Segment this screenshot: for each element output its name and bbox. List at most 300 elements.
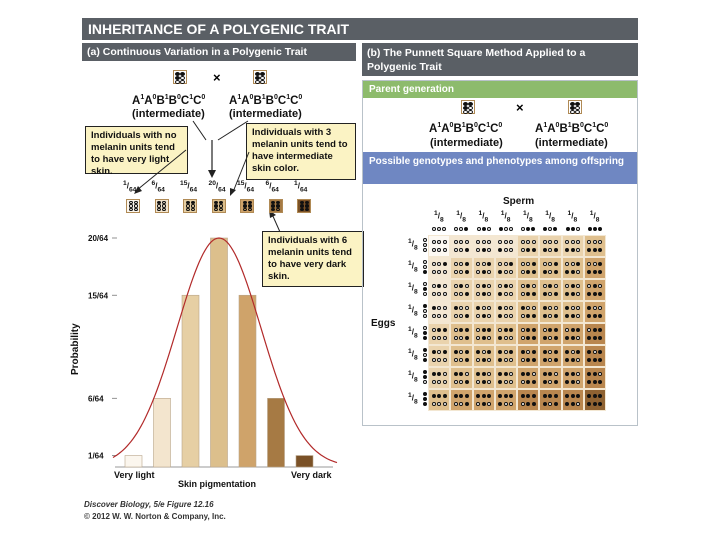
egg-fraction: $^1/_8$ <box>408 348 418 362</box>
empty-dot <box>432 402 436 406</box>
empty-dot <box>509 292 513 296</box>
egg-gamete <box>423 238 427 252</box>
melanin-dot <box>482 336 486 340</box>
melanin-dot <box>437 328 441 332</box>
empty-dot <box>432 248 436 252</box>
empty-dot <box>465 306 469 310</box>
melanin-dot <box>423 402 427 406</box>
melanin-dot <box>498 350 502 354</box>
empty-dot <box>437 240 441 244</box>
empty-dot <box>509 358 513 362</box>
melanin-dot <box>504 284 508 288</box>
melanin-dot <box>571 292 575 296</box>
empty-dot <box>521 248 525 252</box>
melanin-dot <box>482 227 486 231</box>
sperm-fraction: $^1/_8$ <box>523 210 533 224</box>
empty-dot <box>565 240 569 244</box>
empty-dot <box>576 240 580 244</box>
empty-dot <box>465 372 469 376</box>
callout-light-skin: Individuals with no melanin units tend to have very light skin. <box>85 126 188 174</box>
sperm-gamete <box>454 227 468 231</box>
empty-dot <box>423 309 427 313</box>
empty-dot <box>443 314 447 318</box>
empty-dot <box>575 110 580 114</box>
empty-dot <box>476 402 480 406</box>
empty-dot <box>468 110 473 114</box>
empty-dot <box>509 380 513 384</box>
melanin-dot <box>543 306 547 310</box>
empty-dot <box>576 380 580 384</box>
melanin-dot <box>554 262 558 266</box>
melanin-dot <box>521 306 525 310</box>
empty-dot <box>548 358 552 362</box>
empty-dot <box>587 328 591 332</box>
empty-dot <box>437 336 441 340</box>
melanin-dot <box>571 358 575 362</box>
melanin-dot <box>571 270 575 274</box>
punnett-cell <box>517 323 539 345</box>
empty-dot <box>598 240 602 244</box>
empty-dot <box>548 270 552 274</box>
melanin-dot <box>587 380 591 384</box>
empty-dot <box>443 358 447 362</box>
melanin-dot <box>465 394 469 398</box>
empty-dot <box>576 284 580 288</box>
empty-dot <box>454 292 458 296</box>
empty-dot <box>487 227 491 231</box>
empty-dot <box>548 350 552 354</box>
punnett-cell <box>562 389 584 411</box>
egg-fraction: $^1/_8$ <box>408 370 418 384</box>
melanin-dot <box>571 336 575 340</box>
sperm-fraction: $^1/_8$ <box>500 210 511 224</box>
empty-dot <box>521 314 525 318</box>
empty-dot <box>509 240 513 244</box>
melanin-dot <box>454 394 458 398</box>
melanin-dot <box>482 380 486 384</box>
melanin-dot <box>593 292 597 296</box>
punnett-cell <box>450 301 472 323</box>
melanin-dot <box>587 358 591 362</box>
melanin-dot <box>476 306 480 310</box>
y-axis-label: Probability <box>70 323 81 375</box>
sperm-gamete <box>432 227 446 231</box>
empty-dot <box>454 284 458 288</box>
egg-fraction: $^1/_8$ <box>408 282 418 296</box>
empty-dot <box>565 328 569 332</box>
empty-dot <box>432 240 436 244</box>
melanin-dot <box>509 350 513 354</box>
empty-dot <box>459 350 463 354</box>
empty-dot <box>504 336 508 340</box>
melanin-dot <box>509 328 513 332</box>
sperm-gamete <box>566 227 580 231</box>
melanin-dot <box>548 328 552 332</box>
melanin-dot <box>526 328 530 332</box>
melanin-dot <box>482 292 486 296</box>
melanin-dot <box>554 402 558 406</box>
melanin-dot <box>526 402 530 406</box>
category-fraction: $^1/_{64}$ <box>294 180 308 194</box>
melanin-dot <box>423 270 427 274</box>
punnett-cell <box>539 257 561 279</box>
melanin-dot <box>543 402 547 406</box>
melanin-dot <box>432 350 436 354</box>
melanin-dot <box>423 397 427 401</box>
punnett-cell <box>450 345 472 367</box>
empty-dot <box>548 248 552 252</box>
punnett-cell <box>495 389 517 411</box>
melanin-dot <box>526 227 530 231</box>
empty-dot <box>521 292 525 296</box>
empty-dot <box>504 402 508 406</box>
melanin-dot <box>565 270 569 274</box>
melanin-dot <box>526 394 530 398</box>
empty-dot <box>454 227 458 231</box>
bar-6-units <box>296 456 313 467</box>
empty-dot <box>423 326 427 330</box>
melanin-dot <box>593 248 597 252</box>
empty-dot <box>548 336 552 340</box>
empty-dot <box>442 227 446 231</box>
melanin-dot <box>526 336 530 340</box>
sperm-gamete <box>477 227 491 231</box>
empty-dot <box>454 380 458 384</box>
empty-dot <box>526 262 530 266</box>
empty-dot <box>509 248 513 252</box>
empty-dot <box>487 292 491 296</box>
punnett-cell <box>539 301 561 323</box>
melanin-dot <box>571 248 575 252</box>
cross-symbol: × <box>213 70 221 85</box>
melanin-dot <box>532 248 536 252</box>
melanin-dot <box>593 402 597 406</box>
punnett-cell <box>539 235 561 257</box>
empty-dot <box>454 328 458 332</box>
melanin-dot <box>554 336 558 340</box>
punnett-cell <box>517 301 539 323</box>
empty-dot <box>576 336 580 340</box>
melanin-dot <box>498 372 502 376</box>
empty-dot <box>476 284 480 288</box>
empty-dot <box>437 270 441 274</box>
punnett-cell <box>562 323 584 345</box>
empty-dot <box>576 270 580 274</box>
category-fraction: $^{15}/_{64}$ <box>180 180 198 194</box>
empty-dot <box>487 248 491 252</box>
empty-dot <box>504 358 508 362</box>
melanin-dot <box>587 306 591 310</box>
melanin-dot <box>459 372 463 376</box>
empty-dot <box>459 240 463 244</box>
melanin-dot <box>593 227 597 231</box>
melanin-dot <box>454 350 458 354</box>
melanin-dot <box>565 394 569 398</box>
empty-dot <box>459 314 463 318</box>
empty-dot <box>487 372 491 376</box>
melanin-dot <box>576 262 580 266</box>
punnett-cell <box>517 367 539 389</box>
melanin-dot <box>543 394 547 398</box>
empty-dot <box>504 270 508 274</box>
punnett-cell <box>584 301 606 323</box>
melanin-dot <box>543 314 547 318</box>
empty-dot <box>576 292 580 296</box>
empty-dot <box>454 240 458 244</box>
punnett-cell <box>539 279 561 301</box>
empty-dot <box>476 292 480 296</box>
empty-dot <box>476 328 480 332</box>
empty-dot <box>543 284 547 288</box>
sperm-gamete <box>588 227 602 231</box>
punnett-cell <box>450 389 472 411</box>
melanin-dot <box>476 350 480 354</box>
empty-dot <box>476 380 480 384</box>
melanin-dot <box>509 394 513 398</box>
empty-dot <box>437 350 441 354</box>
parent-left-genotype: $A^1A^0B^1B^0C^1C^0$ <box>132 94 206 107</box>
empty-dot <box>423 238 427 242</box>
melanin-dot <box>482 248 486 252</box>
melanin-dot <box>487 394 491 398</box>
melanin-dot <box>598 248 602 252</box>
empty-dot <box>437 262 441 266</box>
melanin-dot <box>565 314 569 318</box>
empty-dot <box>548 306 552 310</box>
empty-dot <box>476 262 480 266</box>
punnett-cell <box>428 235 450 257</box>
empty-dot <box>423 260 427 264</box>
melanin-dot <box>543 248 547 252</box>
melanin-dot <box>593 336 597 340</box>
melanin-dot <box>526 248 530 252</box>
melanin-dot <box>465 380 469 384</box>
empty-dot <box>437 306 441 310</box>
empty-dot <box>576 402 580 406</box>
melanin-dot <box>554 358 558 362</box>
melanin-dot <box>587 292 591 296</box>
empty-dot <box>443 402 447 406</box>
melanin-dot <box>465 358 469 362</box>
empty-dot <box>487 402 491 406</box>
melanin-dot <box>598 227 602 231</box>
empty-dot <box>454 248 458 252</box>
x-left-label: Very light <box>114 470 155 480</box>
melanin-dot <box>565 350 569 354</box>
melanin-dot <box>532 402 536 406</box>
egg-gamete <box>423 260 427 274</box>
category-fraction: $^{15}/_{64}$ <box>237 180 255 194</box>
melanin-dot <box>571 402 575 406</box>
melanin-dot <box>598 394 602 398</box>
melanin-dot <box>576 328 580 332</box>
empty-dot <box>576 314 580 318</box>
melanin-dot <box>598 350 602 354</box>
melanin-dot <box>554 380 558 384</box>
melanin-dot <box>532 380 536 384</box>
melanin-dot <box>498 394 502 398</box>
melanin-dot <box>598 328 602 332</box>
melanin-dot <box>532 328 536 332</box>
melanin-dot <box>464 227 468 231</box>
melanin-dot <box>432 394 436 398</box>
empty-dot <box>487 358 491 362</box>
melanin-dot <box>423 304 427 308</box>
punnett-cell <box>450 235 472 257</box>
empty-dot <box>521 328 525 332</box>
melanin-dot <box>465 248 469 252</box>
empty-dot <box>423 292 427 296</box>
empty-dot <box>543 240 547 244</box>
empty-dot <box>509 284 513 288</box>
melanin-dot <box>532 336 536 340</box>
melanin-dot <box>437 394 441 398</box>
empty-dot <box>443 284 447 288</box>
melanin-dot <box>548 284 552 288</box>
empty-dot <box>454 262 458 266</box>
punnett-square <box>428 235 606 411</box>
empty-dot <box>526 306 530 310</box>
empty-dot <box>432 270 436 274</box>
melanin-dot <box>465 336 469 340</box>
melanin-dot <box>548 372 552 376</box>
melanin-dot <box>465 270 469 274</box>
melanin-dot <box>465 292 469 296</box>
empty-dot <box>548 262 552 266</box>
punnett-cell <box>584 323 606 345</box>
punnett-cell <box>517 235 539 257</box>
empty-dot <box>521 284 525 288</box>
empty-dot <box>454 336 458 340</box>
melanin-dot <box>487 328 491 332</box>
empty-dot <box>423 243 427 247</box>
parent-right-genotype: $A^1A^0B^1B^0C^1C^0$ <box>229 94 303 107</box>
melanin-dot <box>543 358 547 362</box>
punnett-cell <box>517 279 539 301</box>
melanin-dot <box>554 394 558 398</box>
x-right-label: Very dark <box>291 470 332 480</box>
empty-dot <box>509 306 513 310</box>
bar-1-units <box>154 398 171 467</box>
empty-dot <box>593 262 597 266</box>
empty-dot <box>548 402 552 406</box>
melanin-dot <box>587 394 591 398</box>
punnett-cell <box>450 279 472 301</box>
melanin-dot <box>526 372 530 376</box>
melanin-dot <box>465 328 469 332</box>
callout-intermediate-skin: Individuals with 3 melanin units tend to have intermediate skin color. <box>246 123 356 180</box>
panel-b-heading: (b) The Punnett Square Method Applied to a Polygenic Trait <box>362 43 638 76</box>
melanin-dot <box>571 314 575 318</box>
melanin-dot <box>532 314 536 318</box>
sperm-fraction: $^1/_8$ <box>478 210 489 224</box>
punnett-cell <box>539 367 561 389</box>
melanin-dot <box>482 270 486 274</box>
punnett-cell <box>517 389 539 411</box>
punnett-cell <box>495 301 517 323</box>
melanin-dot <box>565 248 569 252</box>
empty-dot <box>432 336 436 340</box>
melanin-dot <box>498 314 502 318</box>
melanin-dot <box>487 350 491 354</box>
empty-dot <box>423 248 427 252</box>
empty-dot <box>459 227 463 231</box>
empty-dot <box>454 314 458 318</box>
empty-dot <box>565 284 569 288</box>
melanin-dot <box>598 292 602 296</box>
empty-dot <box>423 353 427 357</box>
egg-fraction: $^1/_8$ <box>408 260 418 274</box>
punnett-cell <box>428 301 450 323</box>
pb-parent-right-genotype: $A^1A^0B^1B^0C^1C^0$ <box>535 122 609 135</box>
pb-parent-right-tile <box>568 100 582 114</box>
empty-dot <box>571 240 575 244</box>
empty-dot <box>443 372 447 376</box>
empty-dot <box>437 358 441 362</box>
egg-gamete <box>423 392 427 406</box>
melanin-dot <box>437 284 441 288</box>
melanin-dot <box>554 328 558 332</box>
melanin-dot <box>482 394 486 398</box>
bar-3-units <box>211 238 228 467</box>
empty-dot <box>465 284 469 288</box>
empty-dot <box>548 314 552 318</box>
melanin-dot <box>565 292 569 296</box>
punnett-cell <box>495 279 517 301</box>
melanin-dot <box>587 372 591 376</box>
empty-dot <box>576 227 580 231</box>
empty-dot <box>432 380 436 384</box>
empty-dot <box>487 336 491 340</box>
empty-dot <box>423 380 427 384</box>
empty-dot <box>509 372 513 376</box>
melanin-dot <box>526 380 530 384</box>
empty-dot <box>571 306 575 310</box>
empty-dot <box>454 402 458 406</box>
melanin-dot <box>532 350 536 354</box>
melanin-dot <box>566 227 570 231</box>
melanin-dot <box>499 227 503 231</box>
melanin-dot <box>554 314 558 318</box>
punnett-cell <box>495 345 517 367</box>
melanin-dot <box>593 328 597 332</box>
empty-dot <box>487 380 491 384</box>
egg-gamete <box>423 282 427 296</box>
category-fraction: $^6/_{64}$ <box>265 180 279 194</box>
melanin-dot <box>526 270 530 274</box>
punnett-cell <box>473 279 495 301</box>
empty-dot <box>521 380 525 384</box>
melanin-dot <box>587 336 591 340</box>
empty-dot <box>443 380 447 384</box>
empty-dot <box>454 358 458 362</box>
melanin-dot <box>498 248 502 252</box>
melanin-dot <box>498 270 502 274</box>
melanin-dot <box>543 270 547 274</box>
punnett-cell <box>584 367 606 389</box>
melanin-dot <box>593 314 597 318</box>
melanin-dot <box>598 270 602 274</box>
punnett-cell <box>428 345 450 367</box>
melanin-dot <box>459 328 463 332</box>
empty-dot <box>432 358 436 362</box>
melanin-dot <box>565 336 569 340</box>
punnett-cell <box>428 279 450 301</box>
empty-dot <box>554 284 558 288</box>
melanin-dot <box>548 394 552 398</box>
melanin-dot <box>587 248 591 252</box>
melanin-dot <box>482 372 486 376</box>
